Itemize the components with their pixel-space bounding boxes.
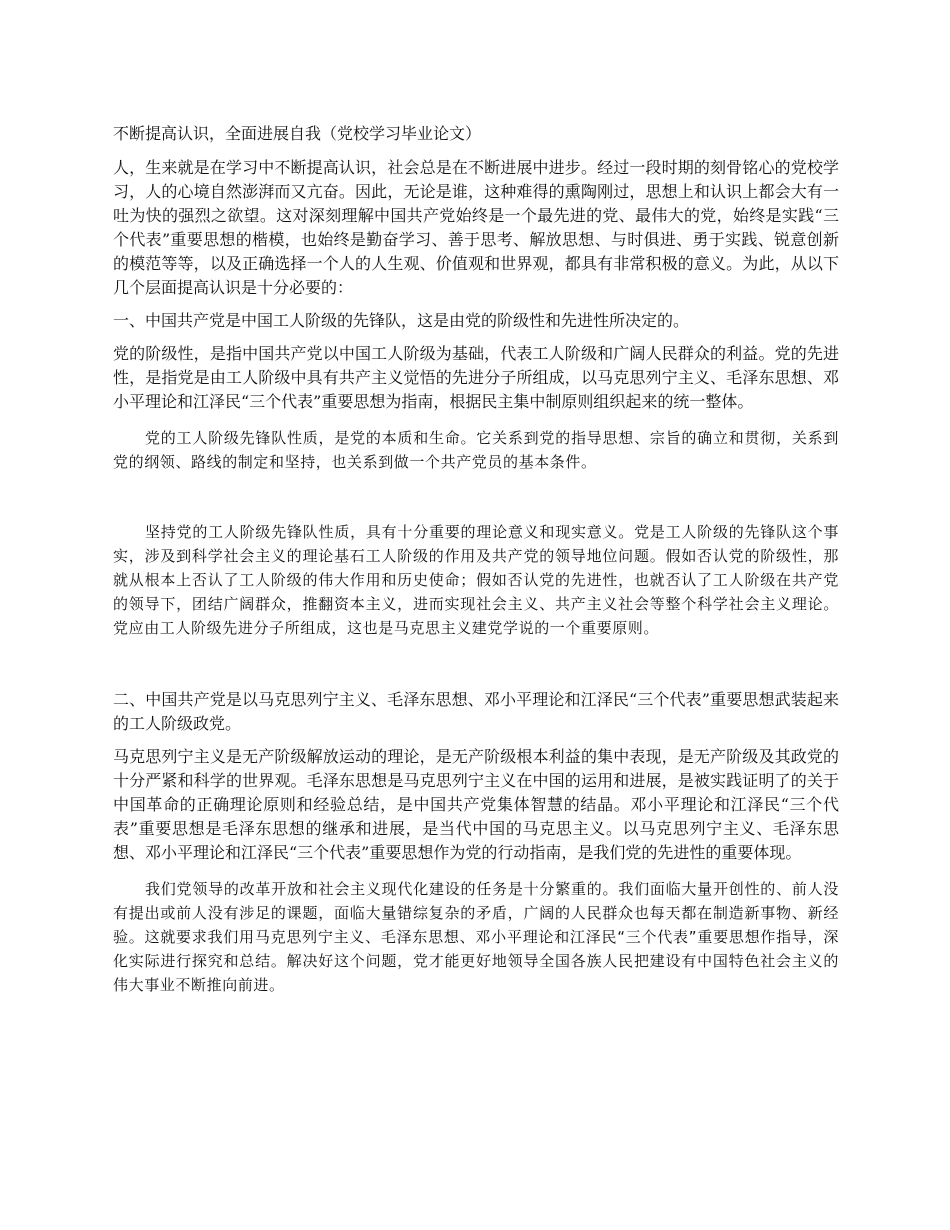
intro-paragraph: 人，生来就是在学习中不断提高认识，社会总是在不断进展中进步。经过一段时期的刻骨铭心的党校学习，人的心境自然澎湃而又亢奋。因此，无论是谁，这种难得的熏陶刚过，思想上和认识上都会大有一吐为快的强烈之欲望。这对深刻理解中国共产党始终是一个最先进的党、最伟大的党，始终是实践“三个代表”重要思想的楷模，也始终是勤奋学习、善于思考、解放思想、与时俱进、勇于实践、锐意创新的模范等等，以及正确选择一个人的人生观、价值观和世界观，都具有非常积极的意义。为此，从以下几个层面提高认识是十分必要的： (113, 158, 839, 297)
section-1-heading: 一、中国共产党是中国工人阶级的先锋队，这是由党的阶级性和先进性所决定的。 (113, 311, 690, 330)
section-1-paragraph-3: 坚持党的工人阶级先锋队性质，具有十分重要的理论意义和现实意义。党是工人阶级的先锋队这个事实，涉及到科学社会主义的理论基石工人阶级的作用及共产党的领导地位问题。假如否认党的阶级性，那就从根本上否认了工人阶级的伟大作用和历史使命；假如否认党的先进性，也就否认了工人阶级在共产党的领导下，团结广阔群众，推翻资本主义，进而实现社会主义、共产主义社会等整个科学社会主义理论。党应由工人阶级先进分子所组成，这也是马克思主义建党学说的一个重要原则。 (113, 523, 839, 637)
section-1-paragraph-1: 党的阶级性，是指中国共产党以中国工人阶级为基础，代表工人阶级和广阔人民群众的利益。党的先进性，是指党是由工人阶级中具有共产主义觉悟的先进分子所组成，以马克思列宁主义、毛泽东思想、邓小平理论和江泽民“三个代表”重要思想为指南，根据民主集中制原则组织起来的统一整体。 (113, 344, 839, 411)
section-2-paragraph-1: 马克思列宁主义是无产阶级解放运动的理论，是无产阶级根本利益的集中表现，是无产阶级及其政党的十分严紧和科学的世界观。毛泽东思想是马克思列宁主义在中国的运用和进展，是被实践证明了的关于中国革命的正确理论原则和经验总结，是中国共产党集体智慧的结晶。邓小平理论和江泽民“三个代表”重要思想是毛泽东思想的继承和进展，是当代中国的马克思主义。以马克思列宁主义、毛泽东思想、邓小平理论和江泽民“三个代表”重要思想作为党的行动指南，是我们党的先进性的重要体现。 (113, 747, 839, 862)
section-2-heading: 二、中国共产党是以马克思列宁主义、毛泽东思想、邓小平理论和江泽民“三个代表”重要思想武装起来的工人阶级政党。 (113, 690, 839, 733)
document-title: 不断提高认识，全面进展自我（党校学习毕业论文） (113, 124, 482, 143)
section-spacer (113, 640, 839, 688)
paragraph-spacer (113, 474, 839, 520)
document-page (113, 122, 839, 997)
section-1-paragraph-2: 党的工人阶级先锋队性质，是党的本质和生命。它关系到党的指导思想、宗旨的确立和贯彻，关系到党的纲领、路线的制定和坚持，也关系到做一个共产党员的基本条件。 (113, 429, 839, 471)
section-2-paragraph-2: 我们党领导的改革开放和社会主义现代化建设的任务是十分繁重的。我们面临大量开创性的、前人没有提出或前人没有涉足的课题，面临大量错综复杂的矛盾，广阔的人民群众也每天都在制造新事物、新经验。这就要求我们用马克思列宁主义、毛泽东思想、邓小平理论和江泽民“三个代表”重要思想作指导，深化实际进行探究和总结。解决好这个问题，党才能更好地领导全国各族人民把建设有中国特色社会主义的伟大事业不断推向前进。 (113, 880, 839, 994)
